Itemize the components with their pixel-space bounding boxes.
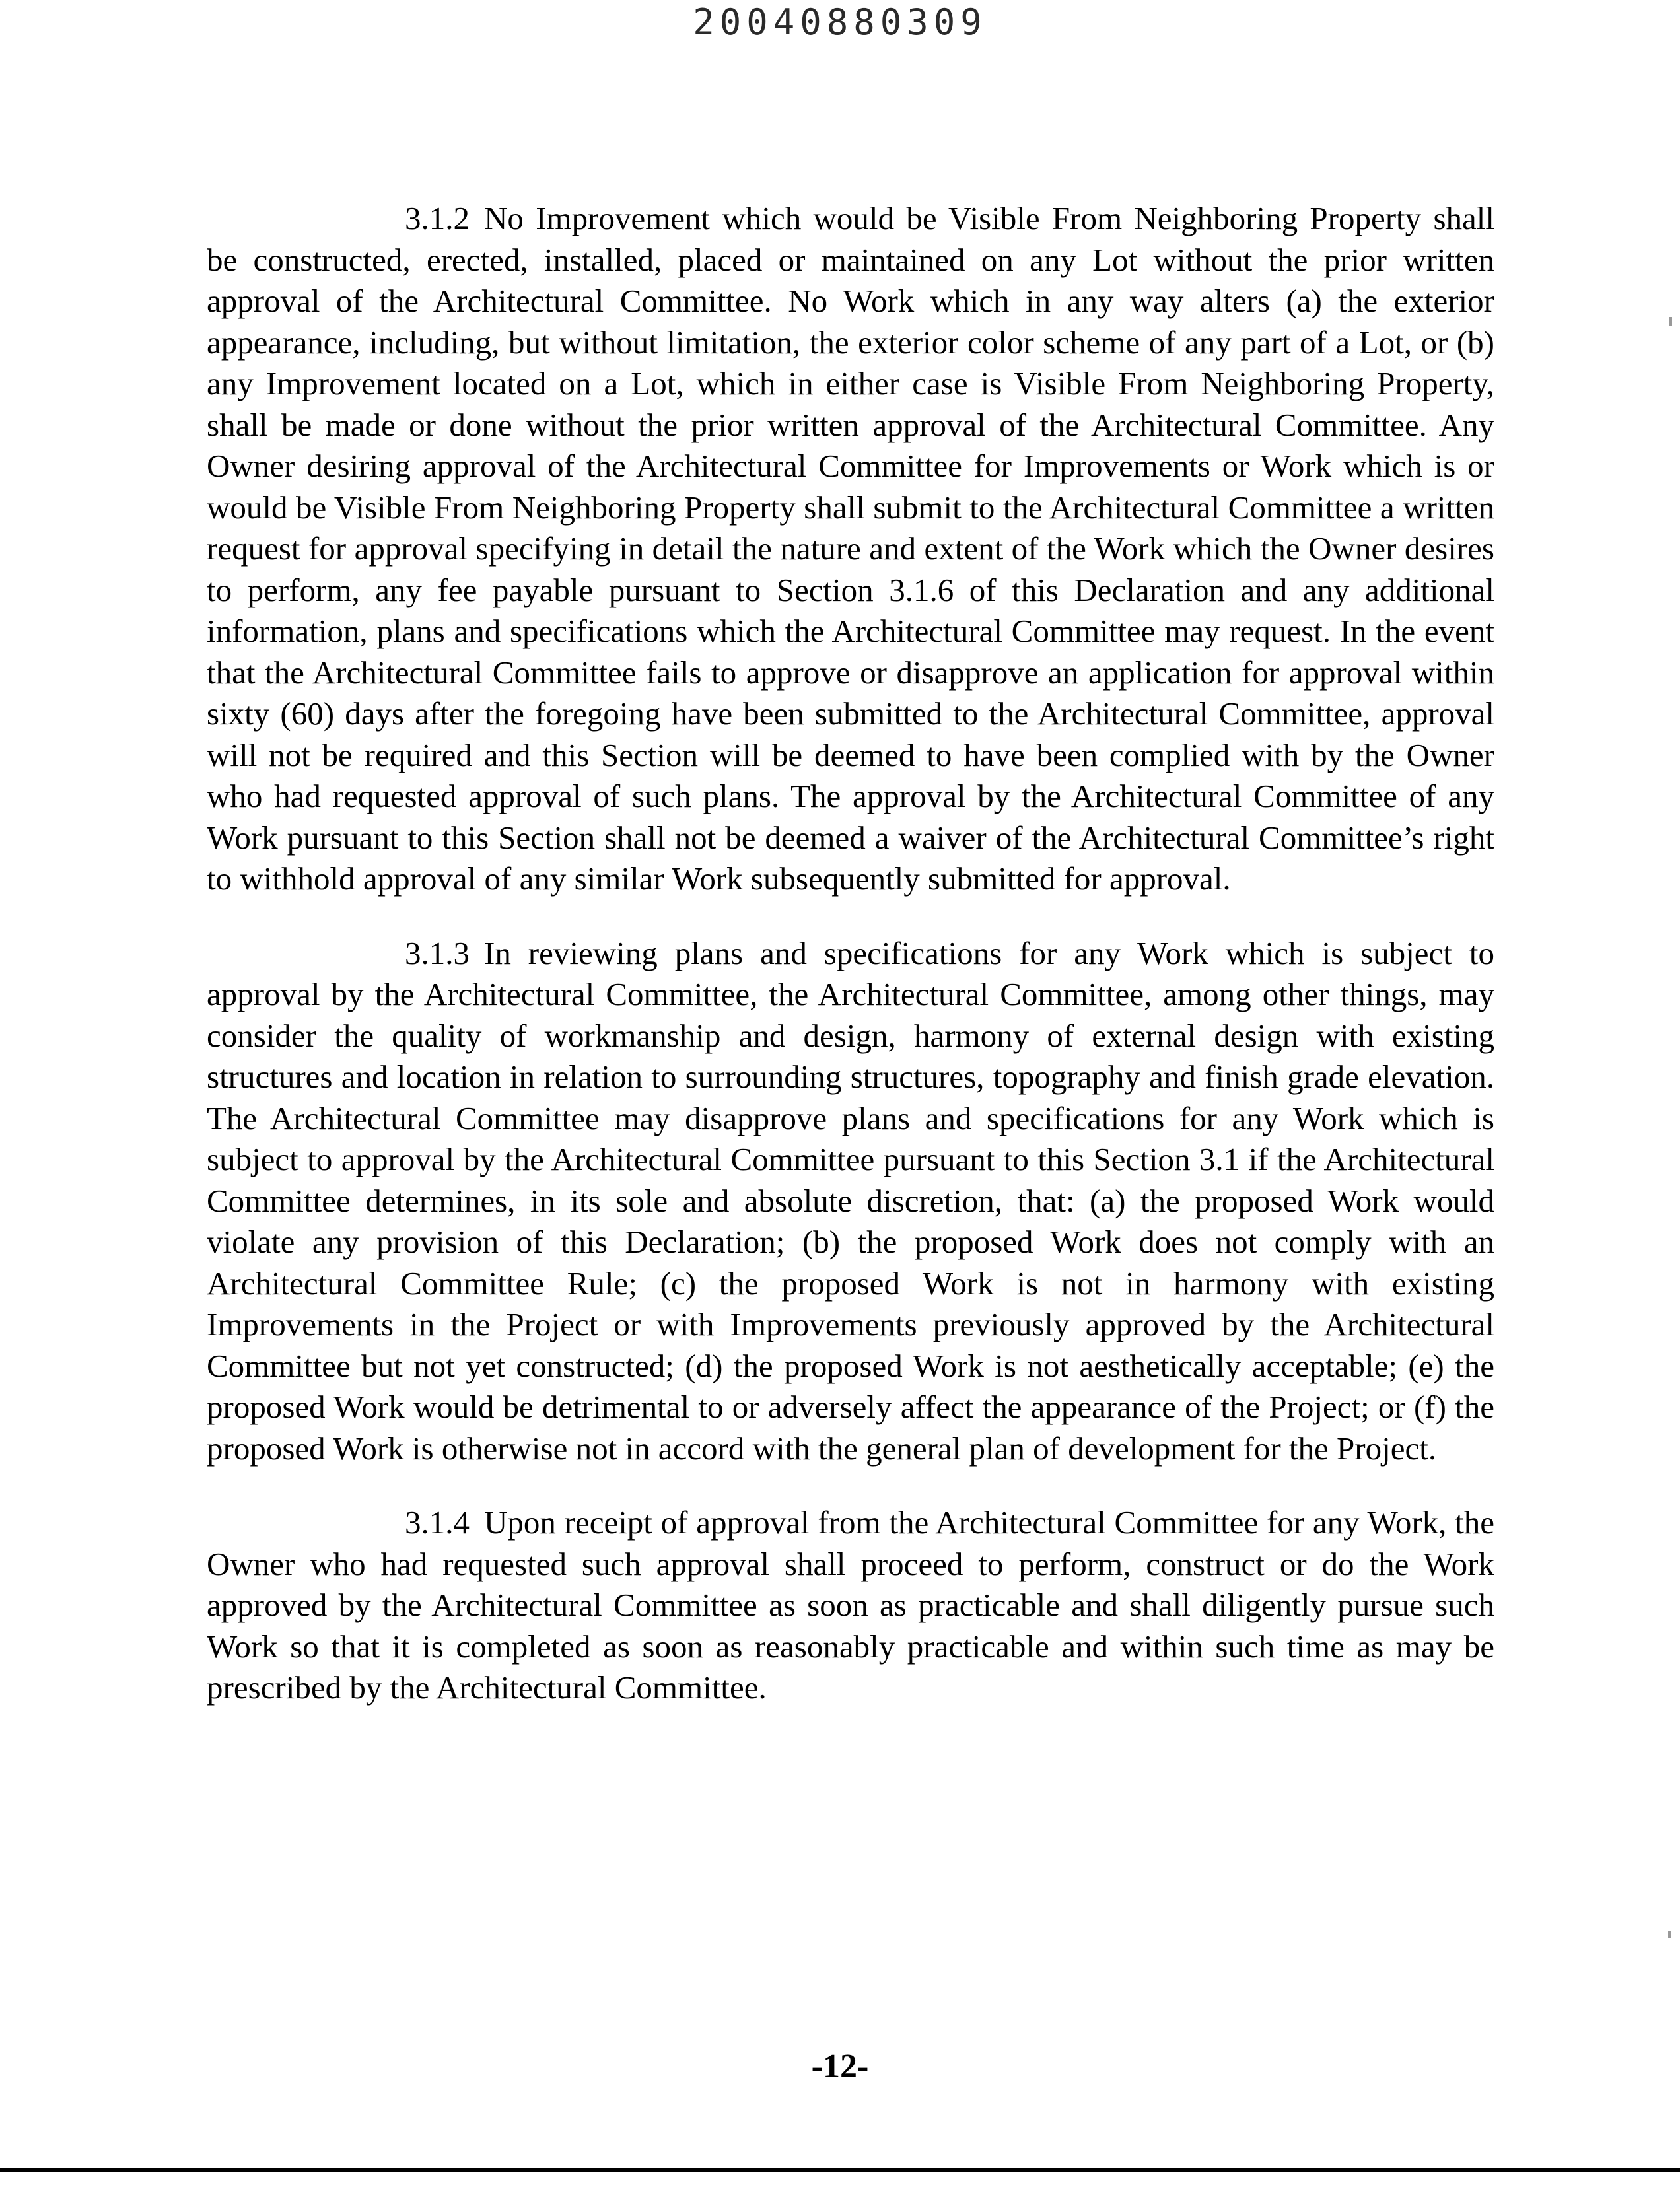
scan-artifact: [1669, 317, 1672, 326]
section-3-1-2: [207, 198, 1494, 900]
section-number: 3.1.2: [405, 200, 470, 236]
section-text: No Improvement which would be Visible From Neighboring Property shall be constructed, erected, installed, placed or maintained on any Lot without the prior written approval of the Architectural Committee. No Work which in any way alters (a) the exterior appearance, including, but without limitation, the exterior color scheme of any part of a Lot, or (b) any Improvement located on a Lot, which in either case is Visible From Neighboring Property, shall be made or done without the prior written approval of the Architectural Committee. Any Owner desiring approval of the Architectural Committee for Improvements or Work which is or would be Visible From Neighboring Property shall submit to the Architectural Committee a written request for approval specifying in detail the nature and extent of the Work which the Owner desires to perform, any fee payable pursuant to Section 3.1.6 of this Declaration and any additional information, plans and specifications which the Architectural Committee may request. In the event that the Architectural Committee fails to approve or disapprove an application for approval within sixty (60) days after the foregoing have been submitted to the Architectural Committee, approval will not be required and this Section will be deemed to have been complied with by the Owner who had requested approval of such plans. The approval by the Architectural Committee of any Work pursuant to this Section shall not be deemed a waiver of the Architectural Committee’s right to withhold approval of any similar Work subsequently submitted for approval.: [207, 200, 1494, 897]
section-3-1-4: [207, 1502, 1494, 1709]
section-number: 3.1.4: [405, 1504, 470, 1541]
page-number: -12-: [811, 2048, 869, 2085]
section-text: In reviewing plans and specifications for any Work which is subject to approval by the Architectural Committee, the Architectural Committee, among other things, may consider the quality of workmanship and design, harmony of external design with existing structures and location in relation to surrounding structures, topography and finish grade elevation. The Architectural Committee may disapprove plans and specifications for any Work which is subject to approval by the Architectural Committee pursuant to this Section 3.1 if the Architectural Committee determines, in its sole and absolute discretion, that: (a) the proposed Work would violate any provision of this Declaration; (b) the proposed Work does not comply with an Architectural Committee Rule; (c) the proposed Work is not in harmony with existing Improvements in the Project or with Improvements previously approved by the Architectural Committee but not yet constructed; (d) the proposed Work is not aesthetically acceptable; (e) the proposed Work would be detrimental to or adversely affect the appearance of the Project; or (f) the proposed Work is otherwise not in accord with the general plan of development for the Project.: [207, 934, 1494, 1467]
document-body: [207, 198, 1494, 1742]
document-number: 20040880309: [693, 1, 987, 43]
bottom-rule: [0, 2168, 1680, 2172]
section-3-1-3: [207, 933, 1494, 1470]
section-text: Upon receipt of approval from the Architectural Committee for any Work, the Owner who had requested such approval shall proceed to perform, construct or do the Work approved by the Architectural Committee as soon as practicable and shall diligently pursue such Work so that it is completed as soon as reasonably practicable and within such time as may be prescribed by the Architectural Committee.: [207, 1504, 1494, 1706]
scan-artifact: [1668, 1931, 1671, 1938]
section-number: 3.1.3: [405, 934, 470, 971]
